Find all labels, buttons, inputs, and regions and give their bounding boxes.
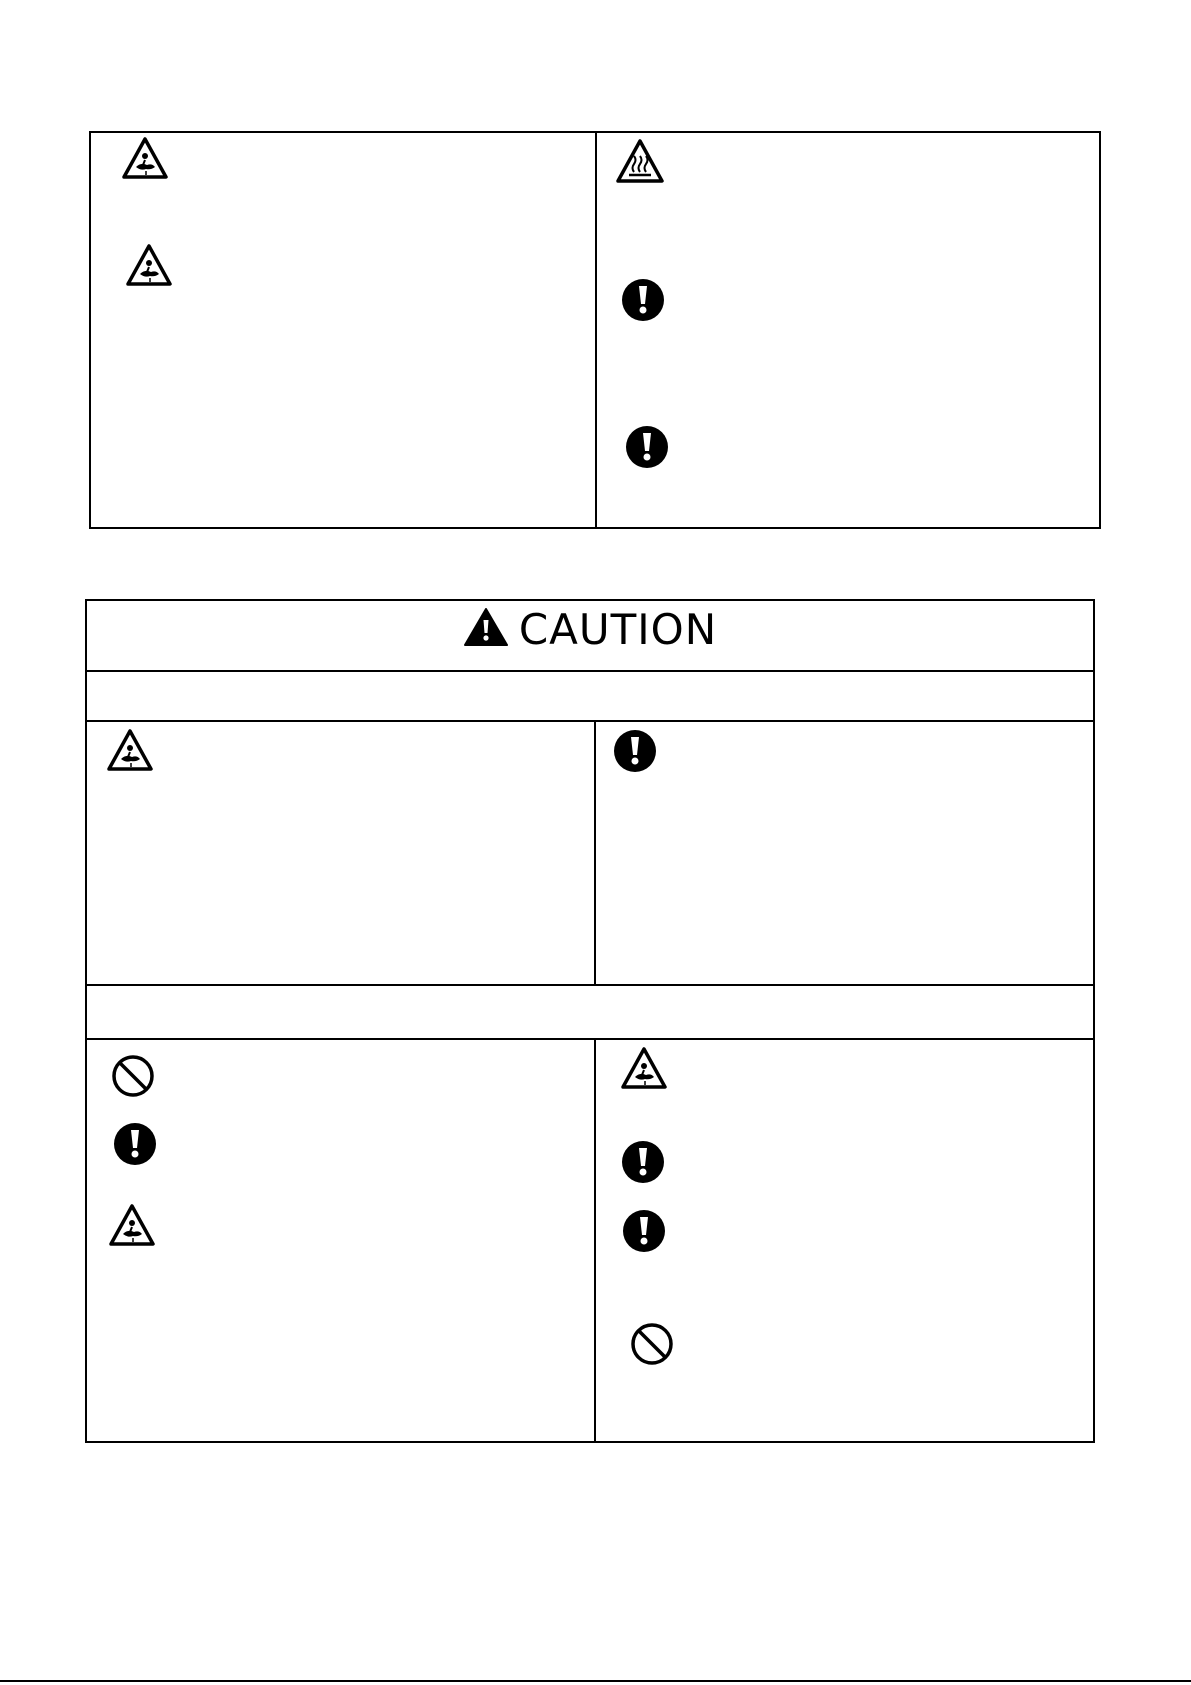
section-row-1-rule bbox=[85, 720, 1095, 722]
prohibited-icon bbox=[110, 1053, 156, 1099]
section-2-divider bbox=[594, 1038, 596, 1442]
mandatory-action-icon bbox=[620, 1139, 666, 1185]
hot-surface-warning-icon bbox=[615, 138, 665, 184]
hand-pinch-warning-icon bbox=[125, 243, 173, 287]
hand-pinch-warning-icon bbox=[108, 1203, 156, 1247]
mandatory-action-icon bbox=[621, 1208, 667, 1254]
section-1-divider bbox=[594, 720, 596, 986]
page-bottom-rule bbox=[0, 1680, 1191, 1682]
caution-triangle-icon bbox=[463, 607, 509, 652]
hand-pinch-warning-icon bbox=[121, 136, 169, 180]
section-row-2-top-rule bbox=[85, 984, 1095, 986]
caution-table bbox=[85, 599, 1095, 1443]
mandatory-action-icon bbox=[112, 1121, 158, 1167]
mandatory-action-icon bbox=[620, 277, 666, 323]
mandatory-action-icon bbox=[612, 728, 658, 774]
caution-heading bbox=[85, 604, 1095, 654]
caution-header bbox=[85, 599, 1095, 671]
caution-title: CAUTION bbox=[518, 604, 718, 654]
mandatory-action-icon bbox=[624, 424, 670, 470]
hand-pinch-warning-icon bbox=[620, 1046, 668, 1090]
upper-table-divider bbox=[595, 131, 597, 529]
caution-header-rule bbox=[85, 670, 1095, 672]
hand-pinch-warning-icon bbox=[106, 728, 154, 772]
prohibited-icon bbox=[629, 1321, 675, 1367]
section-row-2-rule bbox=[85, 1038, 1095, 1040]
